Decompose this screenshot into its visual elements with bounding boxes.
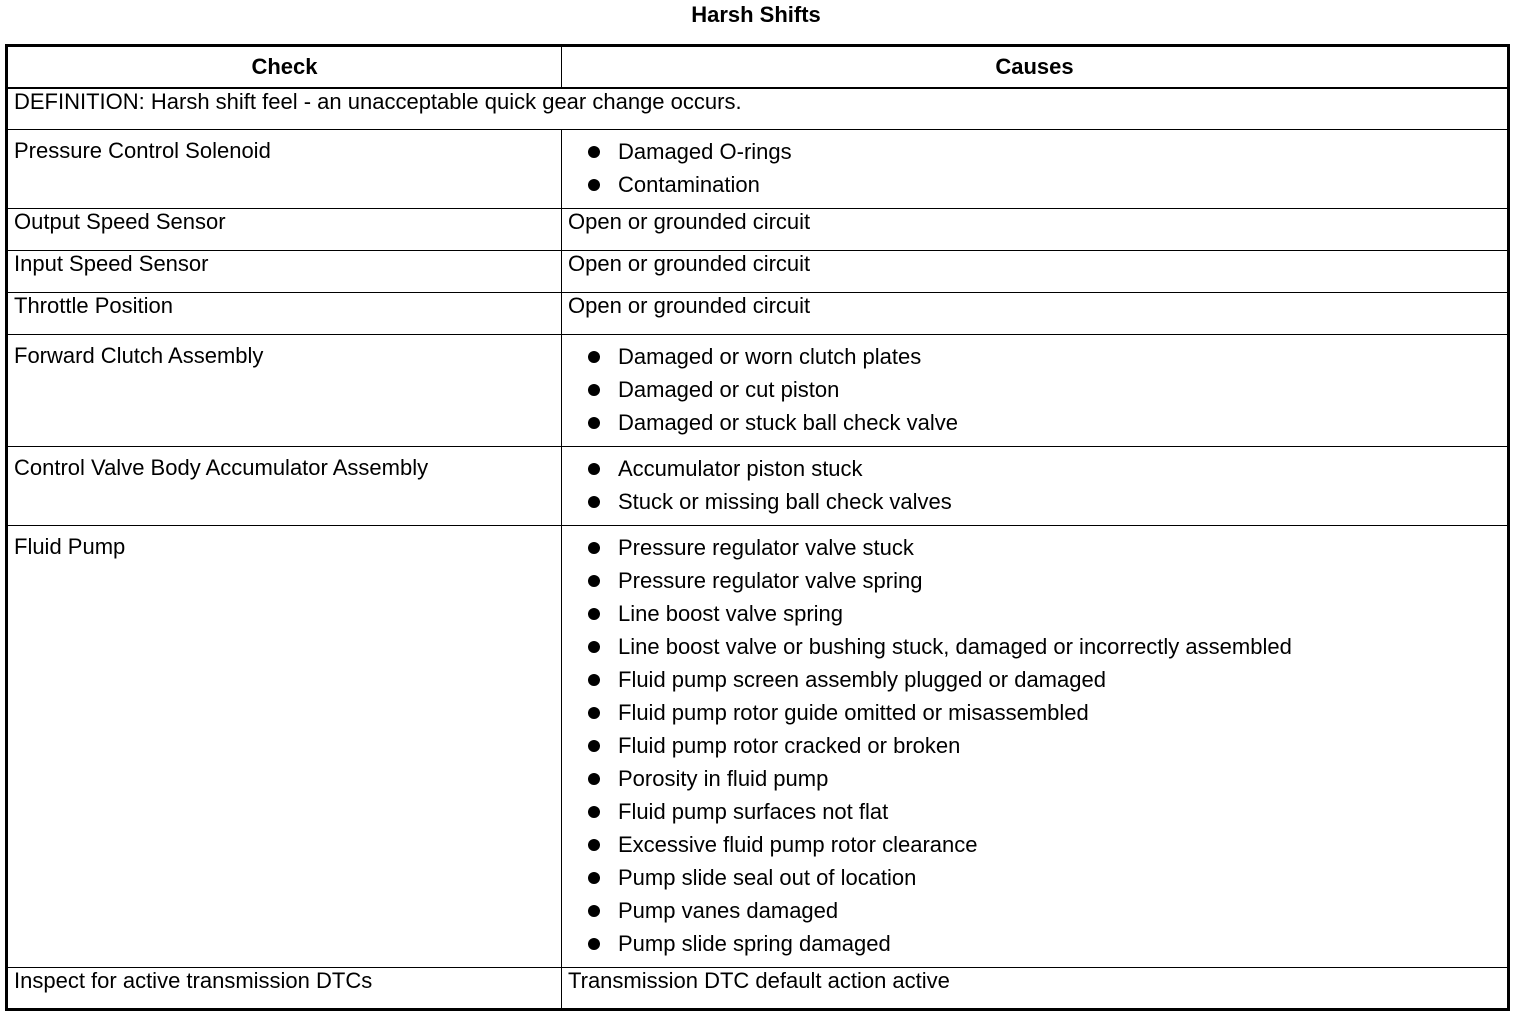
causes-cell: Open or grounded circuit	[562, 250, 1509, 292]
check-cell: Throttle Position	[7, 292, 562, 334]
causes-cell: Transmission DTC default action active	[562, 967, 1509, 1009]
table-row	[7, 334, 1509, 446]
check-cell: Inspect for active transmission DTCs	[7, 967, 562, 1009]
header-row	[7, 46, 1509, 89]
bullet-icon	[588, 740, 600, 752]
bullet-icon	[588, 608, 600, 620]
cause-text: Accumulator piston stuck	[618, 455, 863, 481]
cause-text: Pump slide seal out of location	[618, 864, 917, 890]
cause-text: Line boost valve spring	[618, 600, 844, 626]
cause-item	[588, 698, 1501, 731]
diagnostic-table	[5, 44, 1510, 1011]
bullet-icon	[588, 417, 600, 429]
cause-item	[588, 632, 1501, 665]
cause-item	[588, 170, 1501, 203]
causes-cell	[562, 334, 1509, 446]
cause-text: Stuck or missing ball check valves	[618, 488, 952, 514]
check-cell: Pressure Control Solenoid	[7, 129, 562, 208]
check-cell: Fluid Pump	[7, 525, 562, 967]
causes-cell	[562, 129, 1509, 208]
cause-text: Fluid pump rotor cracked or broken	[618, 732, 961, 758]
causes-cell	[562, 525, 1509, 967]
check-cell: Output Speed Sensor	[7, 208, 562, 250]
cause-text: Fluid pump rotor guide omitted or misassembled	[618, 699, 1089, 725]
definition-row	[7, 88, 1509, 129]
bullet-icon	[588, 146, 600, 158]
cause-item	[588, 665, 1501, 698]
bullet-icon	[588, 641, 600, 653]
causes-cell: Open or grounded circuit	[562, 292, 1509, 334]
bullet-icon	[588, 674, 600, 686]
table-row	[7, 250, 1509, 292]
bullet-icon	[588, 707, 600, 719]
cause-item	[588, 454, 1501, 487]
causes-list	[568, 454, 1501, 520]
table-row	[7, 208, 1509, 250]
cause-item	[588, 342, 1501, 375]
bullet-icon	[588, 839, 600, 851]
cause-text: Damaged or cut piston	[618, 376, 840, 402]
cause-item	[588, 408, 1501, 441]
cause-item	[588, 830, 1501, 863]
cause-item	[588, 375, 1501, 408]
bullet-icon	[588, 806, 600, 818]
check-cell: Control Valve Body Accumulator Assembly	[7, 446, 562, 525]
table-row	[7, 129, 1509, 208]
causes-list	[568, 533, 1501, 962]
cause-text: Damaged or stuck ball check valve	[618, 409, 958, 435]
table-row	[7, 967, 1509, 1009]
cause-item	[588, 137, 1501, 170]
causes-cell	[562, 446, 1509, 525]
cause-text: Porosity in fluid pump	[618, 765, 829, 791]
column-header-check: Check	[7, 46, 562, 89]
table-row	[7, 446, 1509, 525]
cause-item	[588, 731, 1501, 764]
cause-text: Contamination	[618, 171, 760, 197]
page-title: Harsh Shifts	[691, 2, 821, 27]
bullet-icon	[588, 179, 600, 191]
cause-text: Pump slide spring damaged	[618, 930, 891, 956]
table-row	[7, 292, 1509, 334]
cause-text: Damaged or worn clutch plates	[618, 343, 922, 369]
cause-item	[588, 487, 1501, 520]
bullet-icon	[588, 905, 600, 917]
column-header-causes: Causes	[562, 46, 1509, 89]
definition-text: DEFINITION: Harsh shift feel - an unacceptable quick gear change occurs.	[7, 88, 1509, 129]
cause-item	[588, 797, 1501, 830]
cause-text: Pump vanes damaged	[618, 897, 839, 923]
cause-text: Pressure regulator valve spring	[618, 567, 923, 593]
bullet-icon	[588, 872, 600, 884]
bullet-icon	[588, 773, 600, 785]
causes-cell: Open or grounded circuit	[562, 208, 1509, 250]
check-cell: Forward Clutch Assembly	[7, 334, 562, 446]
cause-text: Fluid pump screen assembly plugged or damaged	[618, 666, 1106, 692]
cause-text: Excessive fluid pump rotor clearance	[618, 831, 978, 857]
bullet-icon	[588, 351, 600, 363]
cause-item	[588, 764, 1501, 797]
cause-text: Fluid pump surfaces not flat	[618, 798, 889, 824]
cause-item	[588, 929, 1501, 962]
causes-list	[568, 137, 1501, 203]
table-row	[7, 525, 1509, 967]
bullet-icon	[588, 463, 600, 475]
bullet-icon	[588, 542, 600, 554]
cause-text: Damaged O-rings	[618, 138, 792, 164]
bullet-icon	[588, 575, 600, 587]
cause-item	[588, 896, 1501, 929]
cause-item	[588, 863, 1501, 896]
cause-item	[588, 533, 1501, 566]
causes-list	[568, 342, 1501, 441]
cause-item	[588, 566, 1501, 599]
cause-text: Line boost valve or bushing stuck, damaged or incorrectly assembled	[618, 633, 1292, 659]
bullet-icon	[588, 384, 600, 396]
check-cell: Input Speed Sensor	[7, 250, 562, 292]
bullet-icon	[588, 938, 600, 950]
cause-item	[588, 599, 1501, 632]
bullet-icon	[588, 496, 600, 508]
cause-text: Pressure regulator valve stuck	[618, 534, 914, 560]
